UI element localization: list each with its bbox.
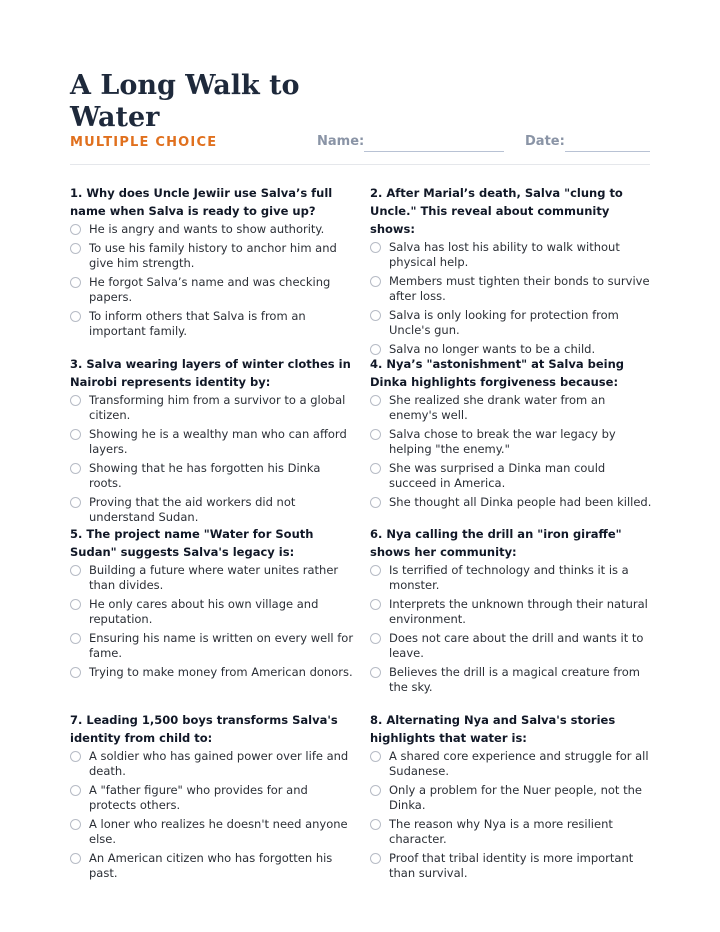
answer-option[interactable]: [70, 749, 355, 779]
answer-option[interactable]: [70, 393, 355, 423]
answer-option[interactable]: [70, 665, 355, 680]
radio-button[interactable]: [70, 819, 81, 830]
radio-button[interactable]: [70, 565, 81, 576]
option-text: She was surprised a Dinka man could succeed in America.: [389, 461, 606, 490]
option-text: Believes the drill is a magical creature from the sky.: [389, 665, 640, 694]
answer-option[interactable]: [370, 665, 655, 695]
option-text: To use his family history to anchor him and give him strength.: [89, 241, 337, 270]
answer-option[interactable]: [70, 563, 355, 593]
option-text: Salva chose to break the war legacy by helping "the enemy.": [389, 427, 616, 456]
radio-button[interactable]: [70, 224, 81, 235]
option-text: She thought all Dinka people had been killed.: [389, 495, 652, 509]
header-divider: [70, 164, 650, 165]
radio-button[interactable]: [370, 599, 381, 610]
radio-button[interactable]: [70, 277, 81, 288]
option-text: She realized she drank water from an enemy's well.: [389, 393, 606, 422]
radio-button[interactable]: [370, 463, 381, 474]
answer-option[interactable]: [370, 274, 655, 304]
radio-button[interactable]: [370, 751, 381, 762]
answer-option[interactable]: [70, 851, 355, 881]
option-text: A shared core experience and struggle for all Sudanese.: [389, 749, 649, 778]
worksheet-subtitle: MULTIPLE CHOICE: [70, 135, 218, 150]
worksheet-title: A Long Walk to Water: [70, 70, 300, 133]
option-text: A loner who realizes he doesn't need anyone else.: [89, 817, 348, 846]
option-text: He forgot Salva’s name and was checking papers.: [89, 275, 331, 304]
question-text: 5. The project name "Water for South Sudan" suggests Salva's legacy is:: [70, 527, 314, 559]
radio-button[interactable]: [370, 497, 381, 508]
question-text: 6. Nya calling the drill an "iron giraffe" shows her community:: [370, 527, 622, 559]
question-text: 1. Why does Uncle Jewiir use Salva’s full name when Salva is ready to give up?: [70, 186, 333, 218]
option-text: Proof that tribal identity is more important than survival.: [389, 851, 634, 880]
question-text: 4. Nya’s "astonishment" at Salva being Dinka highlights forgiveness because:: [370, 357, 624, 389]
option-text: An American citizen who has forgotten his past.: [89, 851, 333, 880]
radio-button[interactable]: [370, 242, 381, 253]
radio-button[interactable]: [370, 429, 381, 440]
radio-button[interactable]: [70, 853, 81, 864]
radio-button[interactable]: [70, 633, 81, 644]
answer-option[interactable]: [370, 308, 655, 338]
answer-option[interactable]: [370, 240, 655, 270]
answer-option[interactable]: [370, 427, 655, 457]
radio-button[interactable]: [370, 395, 381, 406]
option-text: A "father figure" who provides for and protects others.: [89, 783, 308, 812]
question-4: [370, 355, 655, 514]
question-8: [370, 711, 655, 885]
answer-option[interactable]: [70, 495, 355, 525]
radio-button[interactable]: [70, 429, 81, 440]
answer-option[interactable]: [70, 631, 355, 661]
name-label: Name:: [317, 134, 365, 149]
question-7: [70, 711, 355, 885]
question-2: [370, 184, 655, 361]
radio-button[interactable]: [70, 751, 81, 762]
radio-button[interactable]: [70, 667, 81, 678]
date-field[interactable]: [565, 151, 650, 152]
option-text: Salva is only looking for protection from Uncle's gun.: [389, 308, 619, 337]
answer-option[interactable]: [70, 241, 355, 271]
radio-button[interactable]: [370, 310, 381, 321]
answer-option[interactable]: [70, 275, 355, 305]
answer-option[interactable]: [370, 817, 655, 847]
question-5: [70, 525, 355, 684]
answer-option[interactable]: [370, 563, 655, 593]
radio-button[interactable]: [370, 633, 381, 644]
option-text: Building a future where water unites rather than divides.: [89, 563, 339, 592]
answer-option[interactable]: [370, 495, 655, 510]
option-text: Ensuring his name is written on every well for fame.: [89, 631, 354, 660]
radio-button[interactable]: [370, 819, 381, 830]
question-6: [370, 525, 655, 699]
option-text: Proving that the aid workers did not understand Sudan.: [89, 495, 296, 524]
option-text: The reason why Nya is a more resilient character.: [389, 817, 613, 846]
answer-option[interactable]: [370, 631, 655, 661]
question-text: 2. After Marial’s death, Salva "clung to Uncle." This reveal about community shows:: [370, 186, 623, 236]
radio-button[interactable]: [370, 785, 381, 796]
option-text: He only cares about his own village and reputation.: [89, 597, 319, 626]
radio-button[interactable]: [70, 463, 81, 474]
option-text: Only a problem for the Nuer people, not the Dinka.: [389, 783, 642, 812]
radio-button[interactable]: [370, 276, 381, 287]
date-label: Date:: [525, 134, 565, 149]
option-text: Salva has lost his ability to walk without physical help.: [389, 240, 620, 269]
answer-option[interactable]: [70, 309, 355, 339]
answer-option[interactable]: [370, 393, 655, 423]
option-text: To inform others that Salva is from an important family.: [89, 309, 306, 338]
radio-button[interactable]: [370, 344, 381, 355]
radio-button[interactable]: [70, 785, 81, 796]
radio-button[interactable]: [70, 311, 81, 322]
option-text: Transforming him from a survivor to a global citizen.: [89, 393, 346, 422]
answer-option[interactable]: [70, 461, 355, 491]
answer-option[interactable]: [370, 851, 655, 881]
radio-button[interactable]: [370, 853, 381, 864]
answer-option[interactable]: [370, 597, 655, 627]
answer-option[interactable]: [370, 783, 655, 813]
radio-button[interactable]: [70, 243, 81, 254]
option-text: A soldier who has gained power over life and death.: [89, 749, 349, 778]
answer-option[interactable]: [70, 817, 355, 847]
question-text: 8. Alternating Nya and Salva's stories highlights that water is:: [370, 713, 616, 745]
answer-option[interactable]: [370, 749, 655, 779]
radio-button[interactable]: [70, 599, 81, 610]
option-text: Showing he is a wealthy man who can afford layers.: [89, 427, 347, 456]
option-text: Members must tighten their bonds to survive after loss.: [389, 274, 650, 303]
answer-option[interactable]: [370, 461, 655, 491]
option-text: He is angry and wants to show authority.: [89, 222, 325, 236]
name-field[interactable]: [364, 151, 504, 152]
question-1: [70, 184, 355, 343]
radio-button[interactable]: [370, 565, 381, 576]
answer-option[interactable]: [70, 222, 355, 237]
question-3: [70, 355, 355, 529]
worksheet-header: [70, 70, 650, 165]
answer-option[interactable]: [70, 783, 355, 813]
answer-option[interactable]: [70, 597, 355, 627]
radio-button[interactable]: [370, 667, 381, 678]
radio-button[interactable]: [70, 497, 81, 508]
question-text: 3. Salva wearing layers of winter clothes in Nairobi represents identity by:: [70, 357, 351, 389]
answer-option[interactable]: [70, 427, 355, 457]
option-text: Salva no longer wants to be a child.: [389, 342, 596, 356]
radio-button[interactable]: [70, 395, 81, 406]
question-text: 7. Leading 1,500 boys transforms Salva's identity from child to:: [70, 713, 338, 745]
option-text: Does not care about the drill and wants it to leave.: [389, 631, 644, 660]
option-text: Trying to make money from American donors.: [89, 665, 353, 679]
option-text: Interprets the unknown through their natural environment.: [389, 597, 648, 626]
option-text: Is terrified of technology and thinks it is a monster.: [389, 563, 629, 592]
option-text: Showing that he has forgotten his Dinka roots.: [89, 461, 321, 490]
